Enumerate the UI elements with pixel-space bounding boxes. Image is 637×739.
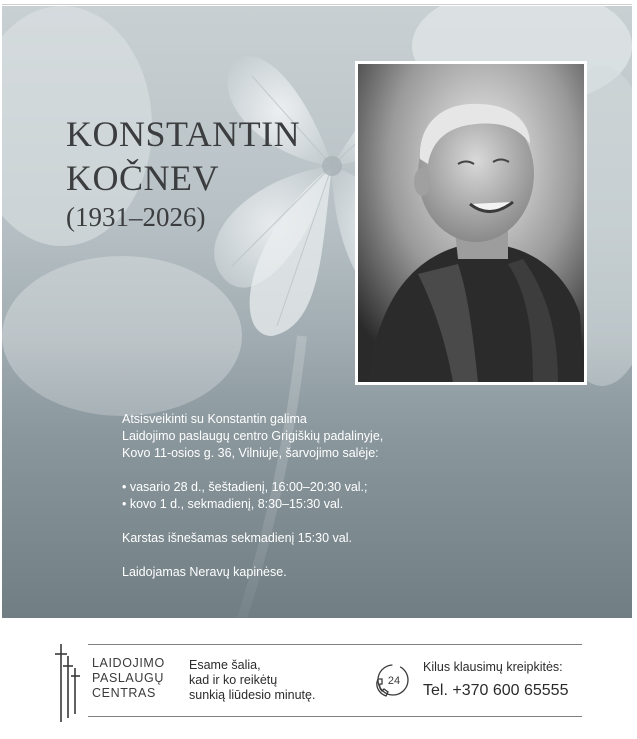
info-line: Atsisveikinti su Konstantin galima	[122, 412, 307, 426]
footer	[0, 620, 637, 739]
deceased-name	[66, 112, 300, 200]
footer-top-divider	[88, 644, 582, 645]
top-border	[2, 4, 632, 5]
contact-phone: Tel. +370 600 65555	[423, 682, 569, 699]
first-name: KONSTANTIN	[66, 114, 301, 154]
slogan-line: sunkią liūdesio minutę.	[189, 688, 316, 702]
slogan	[189, 658, 315, 703]
portrait-photo	[358, 64, 584, 382]
info-line: Kovo 11-osios g. 36, Vilniuje, šarvojimo salėje:	[122, 446, 379, 460]
logo-line: LAIDOJIMO	[92, 656, 165, 670]
logo-line: PASLAUGŲ	[92, 671, 164, 685]
life-years: (1931–2026)	[66, 202, 206, 232]
burial-info: Laidojamas Neravų kapinėse.	[122, 565, 287, 579]
slogan-line: kad ir ko reikėtų	[189, 673, 278, 687]
phone-24-icon	[371, 660, 411, 700]
company-logo-text	[92, 656, 165, 701]
casket-info: Karstas išnešamas sekmadienį 15:30 val.	[122, 531, 352, 545]
contact-label: Kilus klausimų kreipkitės:	[423, 660, 563, 674]
logo-line: CENTRAS	[92, 686, 156, 700]
slogan-line: Esame šalia,	[189, 658, 261, 672]
portrait-frame	[355, 61, 587, 385]
farewell-info	[122, 411, 522, 581]
crosses-logo-icon	[52, 642, 84, 724]
last-name: KOČNEV	[66, 158, 219, 198]
obituary-card	[2, 6, 632, 618]
schedule-item: • kovo 1 d., sekmadienį, 8:30–15:30 val.	[122, 497, 344, 511]
footer-bottom-divider	[88, 716, 582, 717]
schedule-item: • vasario 28 d., šeštadienį, 16:00–20:30 val.;	[122, 480, 368, 494]
phone-badge-text: 24	[387, 675, 401, 687]
info-line: Laidojimo paslaugų centro Grigiškių padalinyje,	[122, 429, 384, 443]
